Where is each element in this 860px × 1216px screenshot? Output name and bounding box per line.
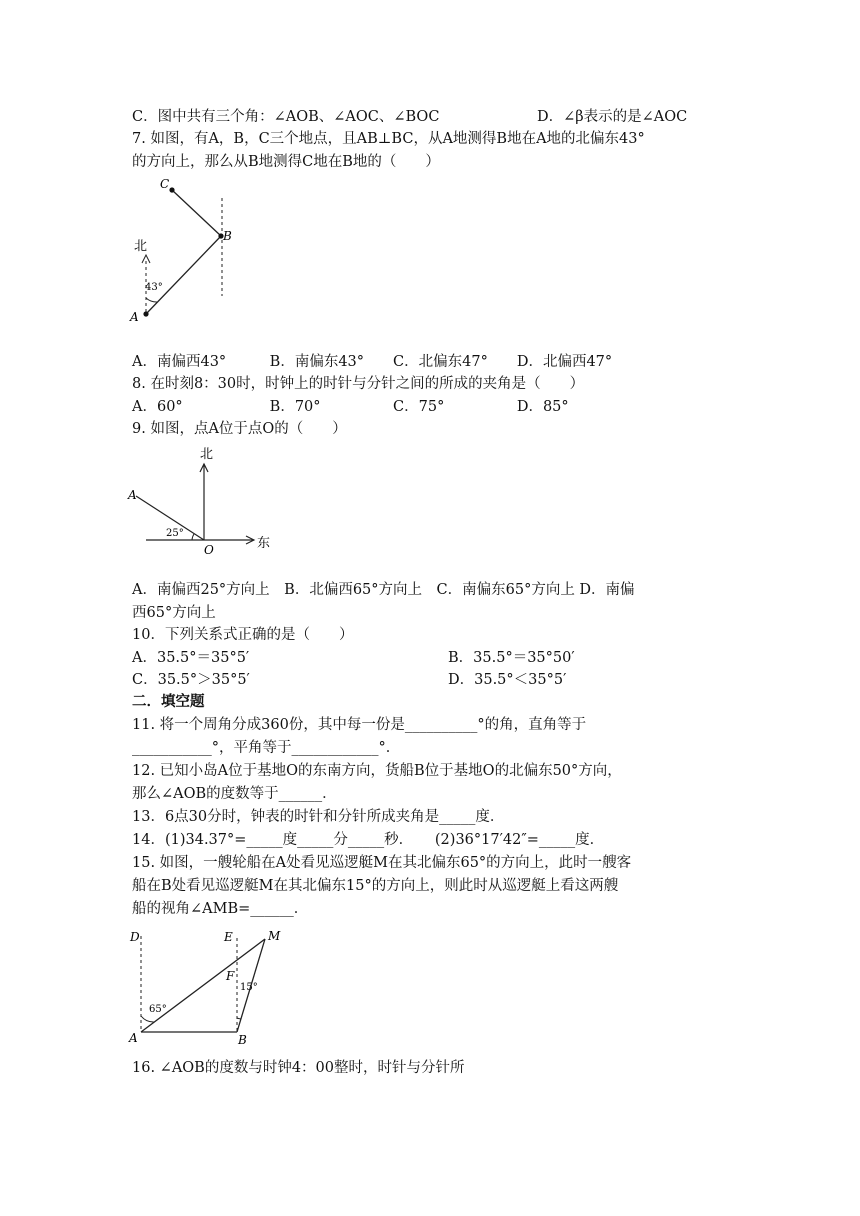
q15-label-angle-15: 15° bbox=[240, 982, 258, 993]
q9-label-o: O bbox=[204, 543, 214, 557]
q9-label-north: 北 bbox=[200, 447, 214, 462]
q7-label-north: 北 bbox=[134, 239, 148, 254]
q9-label-east: 东 bbox=[257, 536, 271, 551]
q12-text-2: 那么∠AOB的度数等于______． bbox=[132, 786, 337, 802]
q10-option-c: C．35.5°＞35°5′ bbox=[132, 672, 250, 688]
q8-options: A．60° B．70° C．75° D．85° bbox=[132, 399, 569, 415]
q15-text-2: 船在B处看见巡逻艇M在其北偏东15°的方向上，则此时从巡逻艇上看这两艘 bbox=[132, 878, 619, 894]
q11-text-1: 11. 将一个周角分成360份，其中每一份是__________°的角，直角等于 bbox=[132, 717, 587, 733]
q9-figure bbox=[124, 444, 284, 560]
q16-text: 16. ∠AOB的度数与时钟4：00整时，时针与分针所 bbox=[132, 1060, 465, 1076]
q8-text: 8. 在时刻8：30时，时钟上的时针与分针之间的所成的夹角是（ ） bbox=[132, 376, 585, 392]
q11-text-2: ___________°，平角等于____________°． bbox=[132, 740, 401, 756]
q6-option-d: D．∠β表示的是∠AOC bbox=[537, 109, 688, 125]
q7-label-angle: 43° bbox=[145, 282, 163, 293]
q9-text: 9. 如图，点A位于点O的（ ） bbox=[132, 421, 347, 437]
q15-label-b: B bbox=[238, 1033, 247, 1047]
q9-label-angle: 25° bbox=[166, 528, 184, 539]
q14-text: 14．(1)34.37°=_____度_____分_____秒． (2)36°17′42″=_____度． bbox=[132, 832, 605, 848]
q15-label-a: A bbox=[129, 1031, 138, 1045]
q7-label-c: C bbox=[160, 177, 170, 191]
q15-text-3: 船的视角∠AMB=______． bbox=[132, 901, 309, 917]
q9-options-1: A．南偏西25°方向上 B．北偏西65°方向上 C．南偏东65°方向上 D．南偏 bbox=[132, 582, 635, 598]
q15-text-1: 15. 如图，一艘轮船在A处看见巡逻艇M在其北偏东65°的方向上，此时一艘客 bbox=[132, 855, 632, 871]
q15-label-e: E bbox=[224, 930, 233, 944]
q7-figure bbox=[120, 172, 260, 332]
q12-text-1: 12. 已知小岛A位于基地O的东南方向，货船B位于基地O的北偏东50°方向， bbox=[132, 763, 622, 779]
q7-label-b: B bbox=[223, 229, 232, 243]
q7-label-a: A bbox=[130, 310, 139, 324]
q9-options-2: 西65°方向上 bbox=[132, 605, 216, 621]
q15-figure bbox=[124, 924, 294, 1048]
q10-text: 10．下列关系式正确的是（ ） bbox=[132, 627, 354, 643]
section-heading-fill-blank: 二．填空题 bbox=[132, 693, 205, 710]
q9-label-a: A bbox=[128, 488, 137, 502]
q15-label-d: D bbox=[130, 930, 140, 944]
q15-label-angle-65: 65° bbox=[149, 1004, 167, 1015]
q10-option-d: D．35.5°＜35°5′ bbox=[448, 672, 567, 688]
q13-text: 13．6点30分时，钟表的时针和分针所成夹角是_____度． bbox=[132, 809, 505, 825]
q7-text-2: 的方向上，那么从B地测得C地在B地的（ ） bbox=[132, 154, 440, 170]
q15-label-f: F bbox=[226, 969, 235, 983]
q6-option-c: C．图中共有三个角：∠AOB、∠AOC、∠BOC bbox=[132, 109, 440, 125]
q15-label-m: M bbox=[268, 929, 281, 943]
q10-option-a: A．35.5°＝35°5′ bbox=[132, 650, 250, 666]
q7-text-1: 7. 如图，有A，B，C三个地点，且AB⊥BC，从A地测得B地在A地的北偏东43° bbox=[132, 131, 645, 147]
q7-options: A．南偏西43° B．南偏东43° C．北偏东47° D．北偏西47° bbox=[132, 354, 613, 370]
q10-option-b: B．35.5°＝35°50′ bbox=[448, 650, 575, 666]
